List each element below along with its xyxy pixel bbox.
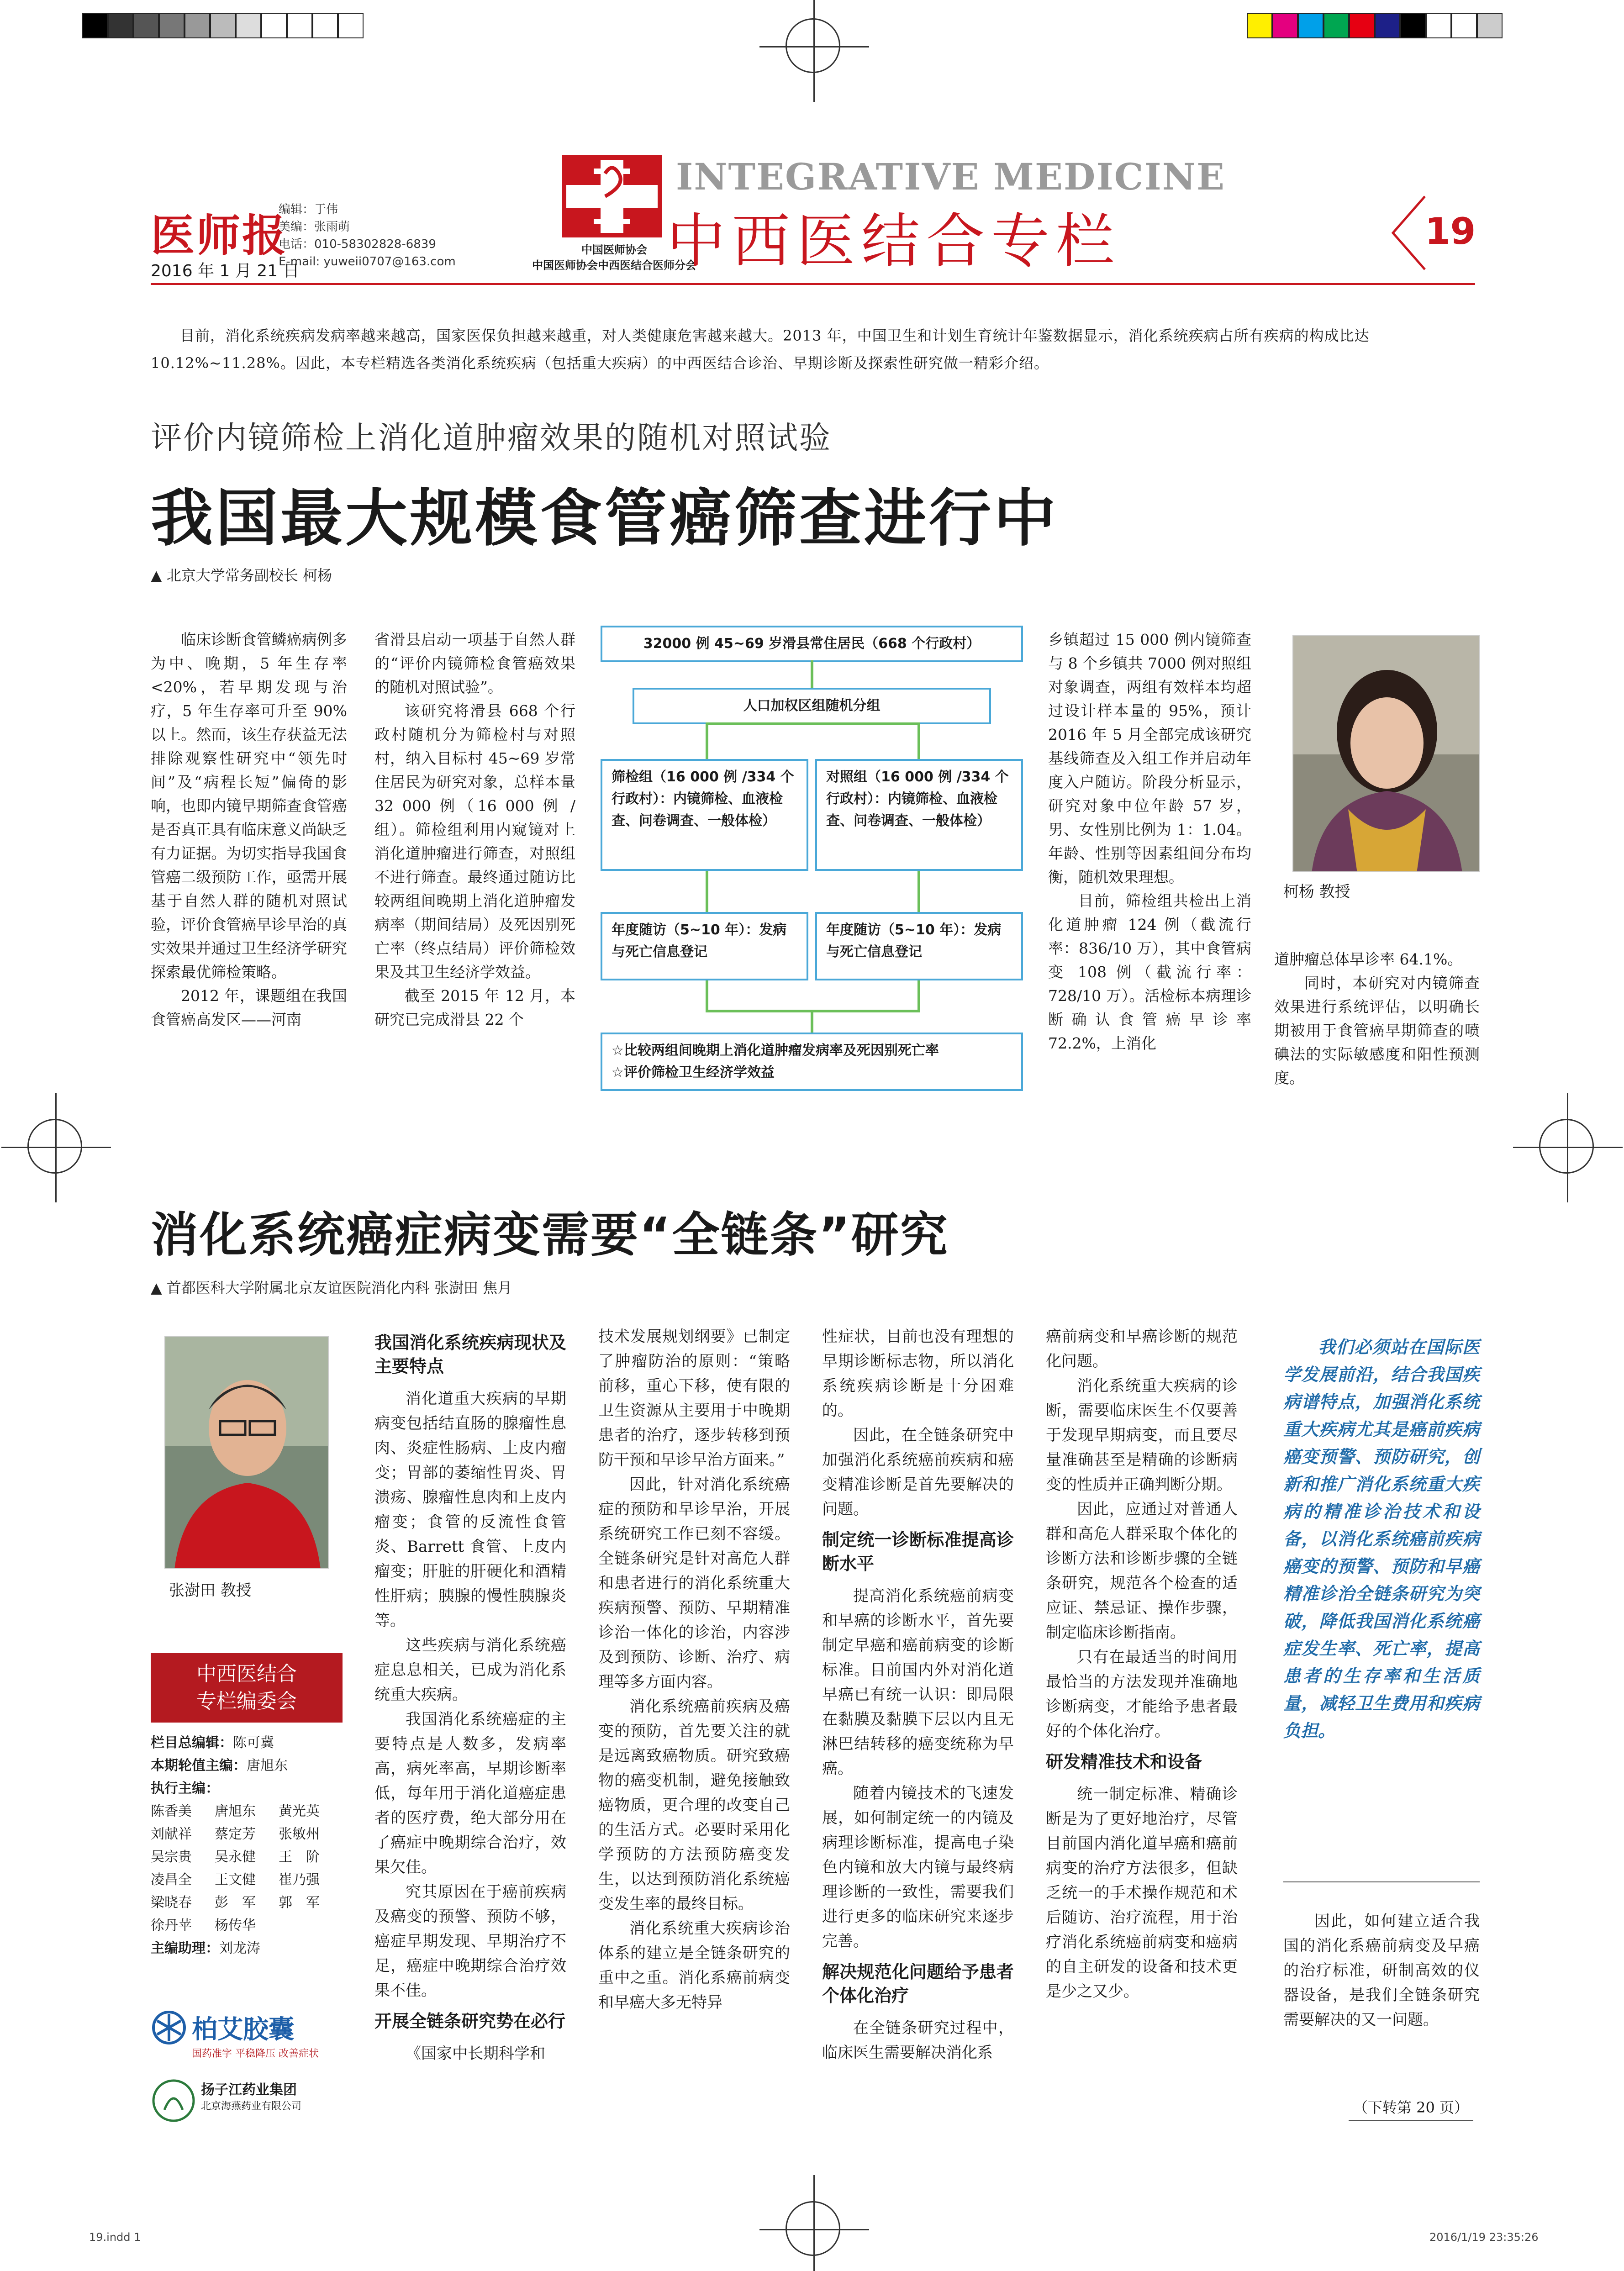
pull-quote-rule [1283,1881,1480,1882]
english-section-title: INTEGRATIVE MEDICINE [676,155,1225,198]
article2-column-5: 因此，如何建立适合我国的消化系癌前病变及早癌的治疗标准，研制高效的仪器设备，是我们全链条研究需要解决的又一问题。 [1283,1912,1480,2029]
crop-mark-top-center [786,18,840,73]
snowflake-logo-icon [151,2009,187,2046]
flow-line [706,722,708,759]
article1-column-3: 乡镇超过 15 000 例内镜筛查与 8 个乡镇共 7000 例对照组对象调查，两组有效样本均超过设计样本量的 95%，预计 2016 年 5 月全部完成该研究基线筛查及入组工作并启动年度入户随访。阶段分析显示，研究对象中位年龄 57 岁，男、女性别比例为 1：1.04。年龄、性别等因素组间分布均衡，随机效果理想。 目前，筛检组共检出上消化道肿瘤 124 例（截流行率：836/10 万），其中食管病变 108 例（截流行率：728/10 万）。活检标本病理诊断确认食管癌早诊率 72.2%，上消化 [1048,631,1251,1052]
exec-editor-list [151,1800,343,1937]
article1-column-4: 道肿瘤总体早诊率 64.1%。 同时，本研究对内镜筛查效果进行系统评估，以明确长期被用于食管癌早期筛查的喷碘法的实际敏感度和阳性预测度。 [1274,950,1480,1087]
member-name: 梁晓春 [151,1895,192,1911]
member-name: 徐丹苹 [151,1918,192,1934]
page-number: 19 [1425,210,1476,253]
flow-line [706,980,708,1012]
ad-company-name: 北京海燕药业有限公司 [201,2101,302,2112]
flow-top-box: 32000 例 45~69 岁滑县常住居民（668 个行政村） [601,626,1023,662]
flow-screen-group-box: 筛检组（16 000 例 /334 个行政村）：内镜筛检、血液检查、问卷调查、一般体检） [601,759,808,871]
article2-column-4: 癌前病变和早癌诊断的规范化问题。 消化系统重大疾病的诊断，需要临床医生不仅要善于发现早期病变，而且要尽量准确甚至是精确的诊断病变的性质并正确判断分期。 因此，应通过对普通人群和高危人群采取个体化的诊断方法和诊断步骤的全链条研究，规范各个检查的适应证、禁忌证、操作步骤，制定临床诊断指南。 只有在最适当的时间用最恰当的方法发现并准确地诊断病变，才能给予患者最好的个体化治疗。 研发精准技术和设备 统一制定标准、精确诊断是为了更好地治疗，尽管目前国内消化道早癌和癌前病变的治疗方法很多，但缺乏统一的手术操作规范和术后随访、治疗流程，用于治疗消化系统癌前病变和癌病的自主研发的设备和技术更是少之又少。 [1046,1328,1238,2001]
member-name: 郭 军 [279,1895,320,1911]
study-flowchart [601,626,1023,1119]
member-name: 陈香美 [151,1803,192,1819]
editorial-committee [151,1653,343,1960]
member-name: 吴宗贵 [151,1849,192,1865]
crop-mark-top-right [1539,1119,1594,1174]
portrait-woman-icon [1293,636,1480,872]
article2-byline: ▲ 首都医科大学附属北京友谊医院消化内科 张澍田 焦月 [151,1279,512,1296]
registration-bar-right [1247,13,1503,38]
article2-column-3: 性症状，目前也没有理想的早期诊断标志物，所以消化系统疾病诊断是十分困难的。 因此，在全链条研究中加强消化系统癌前疾病和癌变精准诊断是首先要解决的问题。 制定统一诊断标准提高诊断水平 提高消化系统癌前病变和早癌的诊断水平，首先要制定早癌和癌前病变的诊断标准。目前国内外对消化道早癌已有统一认识：即局限在黏膜及黏膜下层以内且无淋巴结转移的癌变统称为早癌。 随着内镜技术的飞速发展，如何制定统一的内镜及病理诊断标准，提高电子染色内镜和放大内镜与最终病理诊断的一致性，需要我们进行更多的临床研究来逐步完善。 解决规范化问题给予患者个体化治疗 在全链条研究过程中，临床医生需要解决消化系 [822,1328,1014,2062]
article2-title: 消化系统癌症病变需要“全链条”研究 [151,1207,949,1263]
member-name: 张敏州 [279,1826,320,1842]
flow-control-group-box: 对照组（16 000 例 /334 个行政村）：内镜筛检、血液检查、问卷调查、一般体检） [815,759,1023,871]
flow-line [917,871,920,912]
flow-line [917,722,920,759]
member-name: 刘献祥 [151,1826,192,1842]
member-name: 黄光英 [279,1803,320,1819]
chief-editor-row: 栏目总编辑：陈可冀 [151,1735,274,1751]
crop-mark-bottom-center [786,2201,840,2256]
ad-group-name: 扬子江药业集团 [201,2082,297,2098]
designer: 美编：张雨萌 [279,220,350,234]
member-name: 杨传华 [215,1918,256,1934]
ad-brand: 柏艾胶囊 [192,2015,294,2044]
pull-quote: 我们必须站在国际医学发展前沿，结合我国疾病谱特点，加强消化系统重大疾病尤其是癌前疾病癌变预警、预防研究，创新和推广消化系统重大疾病的精准诊治技术和设备，以消化系统癌前疾病癌变的预警、预防和早癌精准诊治全链条研究为突破，降低我国消化系统癌症发生率、死亡率，提高患者的生存率和生活质量，减轻卫生费用和疾病负担。 [1283,1337,1480,1741]
article2-column-2: 技术发展规划纲要》已制定了肿瘤防治的原则：“策略前移，重心下移，使有限的卫生资源从主要用于中晚期患者的治疗，逐步转移到预防干预和早诊早治方面来。” 因此，针对消化系统癌症的预防和早诊早治，开展系统研究工作已刻不容缓。全链条研究是针对高危人群和患者进行的消化系统重大疾病预警、预防、早期精准诊治一体化的诊治，内容涉及到预防、诊断、治疗、病理等多方面内容。 消化系统癌前疾病及癌变的预防，首先要关注的就是远离致癌物质。研究致癌物的癌变机制，避免接触致癌物质，更合理的改变自己的生活方式。必要时采用化学预防的方法预防癌变发生，以达到预防消化系统癌变发生率的最终目标。 消化系统重大疾病诊治体系的建立是全链条研究的重中之重。消化系癌前病变和早癌大多无特异 [598,1328,790,2012]
member-name: 王文健 [215,1872,256,1888]
article1-column-2: 省滑县启动一项基于自然人群的“评价内镜筛检食管癌效果的随机对照试验”。 该研究将滑县 668 个行政村随机分为筛检村与对照村，纳入目标村 45~69 岁常住居民为研究对象，总样本量 32 000 例（16 000 例 / 组）。筛检组利用内窥镜对上消化道肿瘤进行筛查，对照组不进行筛查。最终通过随访比较两组间晚期上消化道肿瘤发病率（期间结局）及死因别死亡率（终点结局）评价筛检效果及其卫生经济学效益。 截至 2015 年 12 月，本研究已完成滑县 22 个 [374,631,575,1028]
registration-bar-left [82,13,364,38]
duty-editor-row: 本期轮值主编：唐旭东 [151,1758,288,1774]
article1-byline: ▲ 北京大学常务副校长 柯杨 [151,567,332,584]
email: E-mail: yuweii0707@163.com [279,255,456,269]
file-slug: 19.indd 1 [89,2231,141,2244]
intro-paragraph: 目前，消化系统疾病发病率越来越高，国家医保负担越来越重，对人类健康危害越来越大。2013 年，中国卫生和计划生育统计年鉴数据显示，消化系统疾病占所有疾病的构成比达 10.12%~11.28%。因此，本专栏精选各类消化系统疾病（包括重大疾病）的中西医结合诊治、早期诊断及探索性研究做一精彩介绍。 [151,327,1370,372]
assistant-editor-row: 主编助理：刘龙涛 [151,1940,260,1956]
flow-randomize-box: 人口加权区组随机分组 [633,688,991,724]
photo-ke-yang [1292,635,1480,872]
masthead [151,155,1475,288]
committee-header: 中西医结合 专栏编委会 [151,1653,343,1723]
editor-info [279,201,456,270]
article1-subtitle: 评价内镜筛检上消化道肿瘤效果的随机对照试验 [151,420,832,456]
flow-line [706,722,920,725]
association-cross-icon [553,155,671,237]
exec-editor-label: 执行主编： [151,1781,219,1797]
article2-column-1: 我国消化系统疾病现状及主要特点 消化道重大疾病的早期病变包括结直肠的腺瘤性息肉、炎症性肠病、上皮内瘤变；胃部的萎缩性胃炎、胃溃疡、腺瘤性息肉和上皮内瘤变；食管的反流性食管炎、Barrett 食管、上皮内瘤变；肝脏的肝硬化和酒精性肝病；胰腺的慢性胰腺炎等。 这些疾病与消化系统癌症息息相关，已成为消化系统重大疾病。 我国消化系统癌症的主要特点是人数多，发病率高，病死率高，早期诊断率低，每年用于消化道癌症患者的医疗费，绝大部分用在了癌症中晚期综合治疗，效果欠佳。 究其原因在于癌前疾病及癌变的预警、预防不够，癌症早期发现、早期治疗不足，癌症中晚期综合治疗效果不佳。 开展全链条研究势在必行 《国家中长期科学和 [374,1333,566,2063]
phone: 电话：010-58302828-6839 [279,237,436,251]
file-timestamp: 2016/1/19 23:35:26 [1429,2231,1539,2244]
photo-zhang-shutian [164,1336,329,1569]
member-name [279,1914,343,1937]
flow-followup-right-box: 年度随访（5~10 年）：发病与死亡信息登记 [815,912,1023,980]
issue-date: 2016 年 1 月 21 日 [151,262,300,280]
article1-title: 我国最大规模食管癌筛查进行中 [151,483,1059,555]
committee-body [151,1732,343,1960]
flow-outcome-box: ☆比较两组间晚期上消化道肿瘤发病率及死因别死亡率 ☆评价筛检卫生经济学效益 [601,1033,1023,1091]
flow-followup-left-box: 年度随访（5~10 年）：发病与死亡信息登记 [601,912,808,980]
article1-column-1: 临床诊断食管鳞癌病例多为中、晚期，5 年生存率 <20%，若早期发现与治疗，5 年生存率可升至 90% 以上。然而，该生存获益无法排除观察性研究中“领先时间”及“病程长短”偏倚的影响，也即内镜早期筛查食管癌是否真正具有临床意义尚缺乏有力证据。为切实指导我国食管癌二级预防工作，亟需开展基于自然人群的随机对照试验，评价食管癌早诊早治的真实效果并通过卫生经济学研究探索最优筛检策略。 2012 年，课题组在我国食管癌高发区——河南 [151,631,347,1028]
ad-slogan: 国药准字 平稳降压 改善症状 [192,2048,319,2060]
chinese-section-title: 中西医结合专栏 [667,207,1121,275]
association-name: 中国医师协会 中国医师协会中西医结合医师分会 [532,243,696,272]
member-name: 王 阶 [279,1849,320,1865]
flow-line [811,1010,813,1033]
portrait-man-icon [165,1337,329,1569]
continued-note: （下转第 20 页） [1349,2096,1473,2121]
masthead-rule [151,283,1475,285]
photo-caption-ke-yang: 柯杨 教授 [1283,883,1350,901]
photo-caption-zhang-shutian: 张澍田 教授 [169,1581,252,1600]
flow-line [811,660,813,688]
crop-mark-top-left [27,1119,82,1174]
member-name: 崔乃强 [279,1872,320,1888]
member-name: 唐旭东 [215,1803,256,1819]
flow-line [706,871,708,912]
member-name: 凌昌全 [151,1872,192,1888]
editor: 编辑：于伟 [279,203,338,216]
member-name: 吴永健 [215,1849,256,1865]
company-emblem-icon [151,2078,196,2123]
paper-logo: 医师报 [151,210,288,261]
flow-line [917,980,920,1012]
member-name: 彭 军 [215,1895,256,1911]
member-name: 蔡定芳 [215,1826,256,1842]
advertisement [151,2009,347,2155]
